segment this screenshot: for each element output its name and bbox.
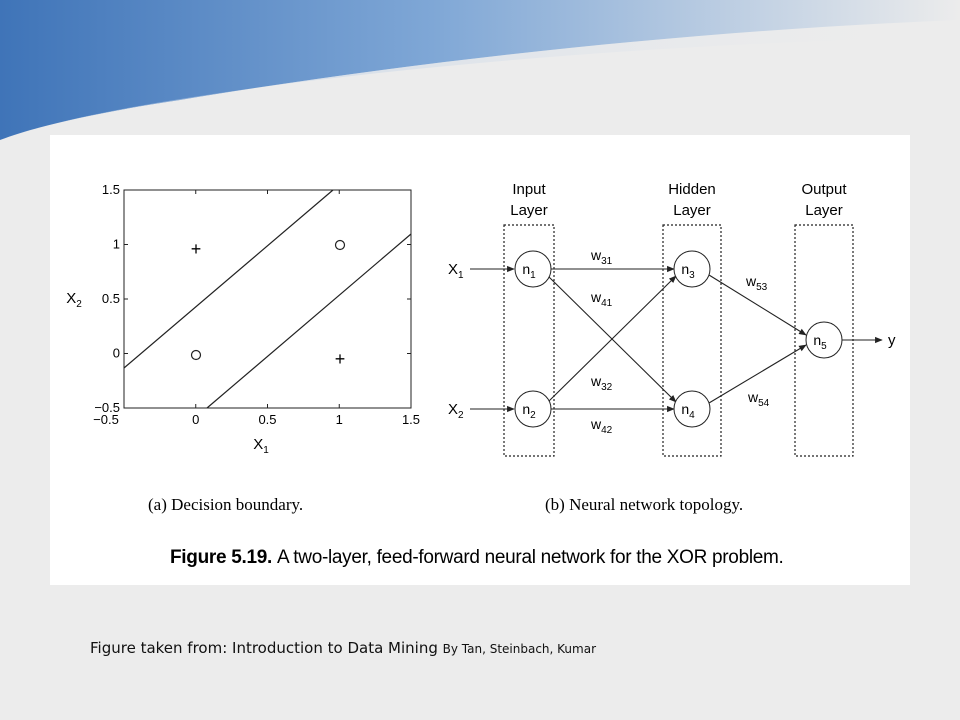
- hidden-layer-label-1: Hidden: [668, 181, 716, 198]
- node-n5: [806, 322, 842, 358]
- input-x1-label: $X_1$: [448, 261, 464, 281]
- plus-marker-1-0: +: [334, 348, 346, 369]
- credit-prefix: Figure taken from: Introduction to Data Mining: [90, 639, 443, 657]
- plot-tick-labels: [93, 182, 420, 427]
- edge-n2-n3: [549, 276, 676, 401]
- figure-number: Figure 5.19.: [170, 547, 272, 568]
- node-n1: [515, 251, 551, 287]
- circle-marker-1-1: [336, 241, 345, 250]
- panel-b-caption: (b) Neural network topology.: [545, 495, 744, 514]
- weight-w42: $w_{42}$: [591, 416, 613, 436]
- x-tick-label: −0.5: [93, 412, 119, 427]
- y-tick-label: 1.5: [101, 182, 120, 197]
- weight-w53: $w_{53}$: [746, 273, 768, 293]
- node-n5-label: $n_5$: [813, 332, 827, 352]
- x-tick-label: 1: [335, 412, 343, 427]
- x-tick-label: 0.5: [258, 412, 277, 427]
- figure-svg: [50, 135, 910, 585]
- x-tick-label: 0: [192, 412, 200, 427]
- plot-ticks: [124, 190, 411, 408]
- node-n2-label: $n_2$: [522, 401, 536, 421]
- x-axis-label: $X_1$: [253, 436, 269, 456]
- input-layer-label-2: Layer: [510, 202, 548, 219]
- node-n3-label: $n_3$: [681, 261, 695, 281]
- figure-credit: [90, 639, 596, 657]
- credit-authors: By Tan, Steinbach, Kumar: [442, 642, 597, 656]
- circle-marker-0-0: [192, 351, 201, 360]
- y-tick-label: −0.5: [94, 400, 120, 415]
- figure-description: A two-layer, feed-forward neural network for the XOR problem.: [276, 547, 784, 568]
- y-axis-label: $X_2$: [66, 290, 82, 310]
- plus-marker-0-1: +: [190, 238, 202, 259]
- input-x2-label: $X_2$: [448, 401, 464, 421]
- figure-title: [170, 547, 784, 569]
- edge-n1-n4: [549, 277, 676, 402]
- node-n1-label: $n_1$: [522, 261, 536, 281]
- y-tick-label: 1: [112, 236, 120, 252]
- y-tick-label: 0.5: [101, 291, 120, 306]
- node-n4-label: $n_4$: [681, 401, 695, 421]
- input-layer-label-1: Input: [512, 181, 546, 198]
- panel-a-caption: (a) Decision boundary.: [148, 495, 304, 514]
- plot-frame: [124, 190, 411, 408]
- weight-w31: $w_{31}$: [591, 247, 613, 267]
- x-tick-label: 1.5: [401, 412, 421, 427]
- y-tick-label: 0: [112, 345, 120, 361]
- weight-w32: $w_{32}$: [591, 373, 613, 393]
- decision-boundary-upper: [124, 190, 333, 368]
- node-n4: [674, 391, 710, 427]
- decision-boundary-lower: [207, 234, 411, 408]
- node-n3: [674, 251, 710, 287]
- output-layer-label-1: Output: [801, 181, 847, 198]
- hidden-layer-label-2: Layer: [673, 202, 711, 219]
- node-n2: [515, 391, 551, 427]
- output-layer-label-2: Layer: [805, 202, 843, 219]
- output-y-label: y: [888, 332, 896, 349]
- weight-w54: $w_{54}$: [748, 389, 770, 409]
- weight-w41: $w_{41}$: [591, 289, 613, 309]
- figure-panel: [50, 135, 910, 585]
